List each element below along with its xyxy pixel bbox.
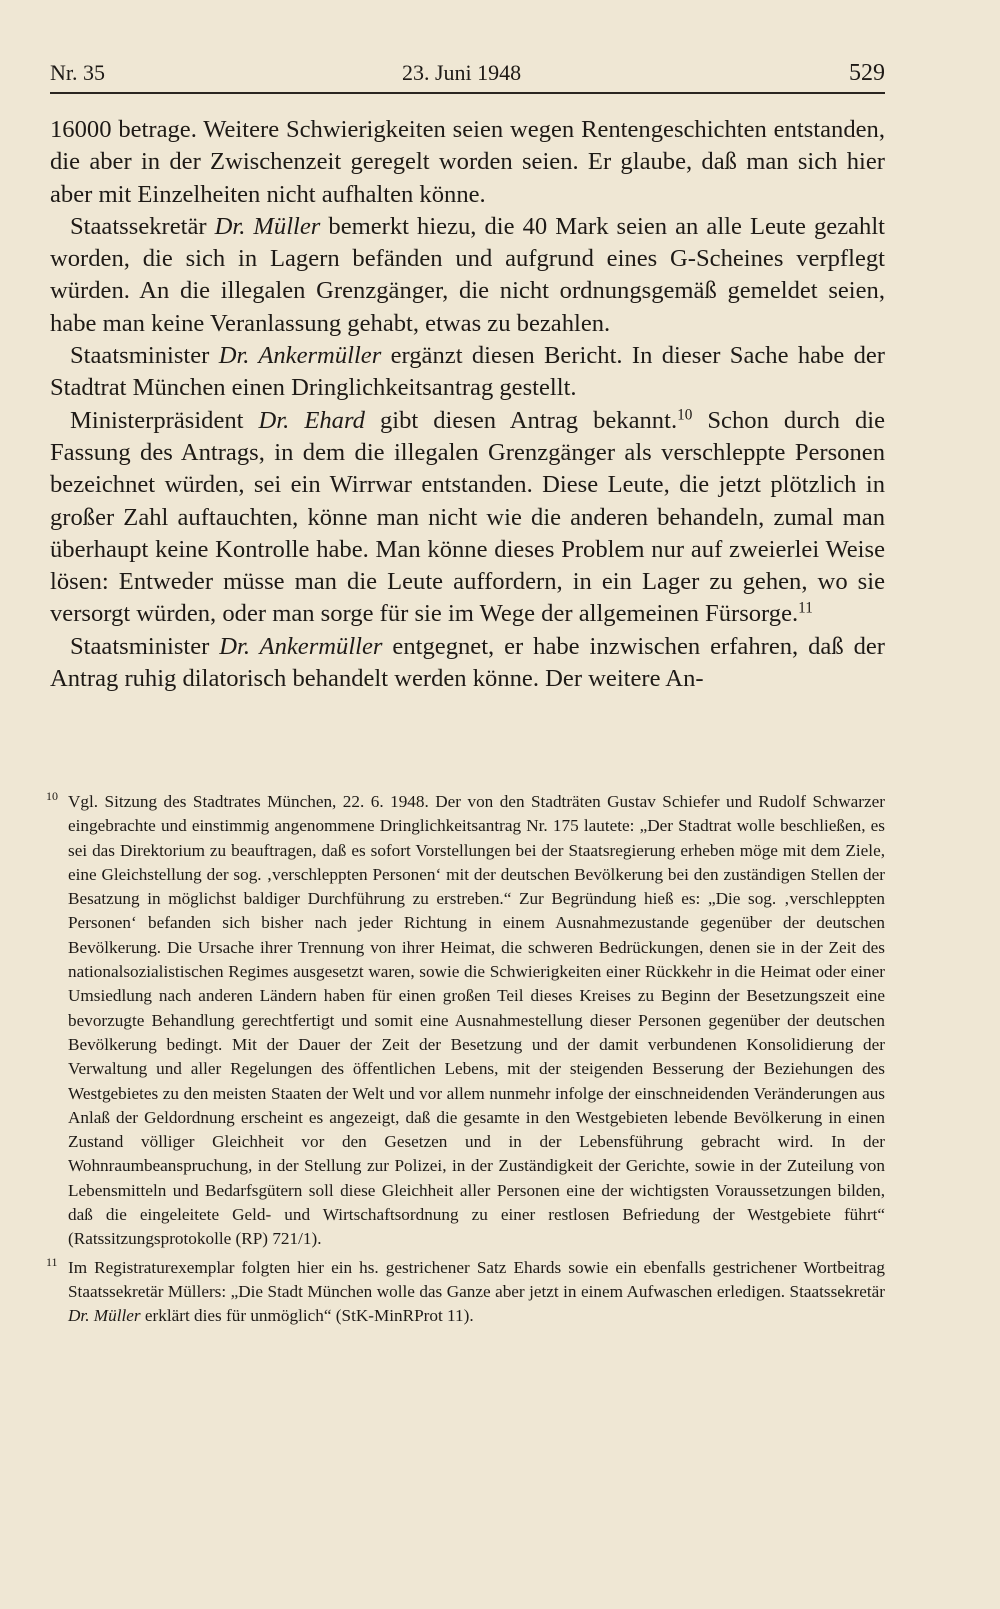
footnote-text: Vgl. Sitzung des Stadtrates München, 22. 6. 1948. Der von den Stadträten Gustav Schiefer und Rudolf Schwarzer eingebrachte und einstimmig angenommene Dringlichkeitsantrag Nr. 175 lautete: „Der Stadtrat wolle beschließen, es sei das Direktorium zu beauftragen, daß es sofort Vorstellungen bei der Staatsregierung erheben möge mit dem Ziele, eine Gleichstellung der sog. ‚verschleppten Personen‘ mit der deutschen Bevölkerung bei den zuständigen Stellen der Besatzung in möglichst baldiger Durchführung zu erstreben.“ Zur Begründung hieß es: „Die sog. ‚verschleppten Personen‘ befanden sich bisher nach jeder Richtung in einem Ausnahmezustande gegenüber der deutschen Bevölkerung. Die Ursache ihrer Trennung von ihrer Heimat, die schweren Bedrückungen, denen sie in der Zeit des nationalsozialistischen Regimes ausgesetzt waren, sowie die Schwierigkeiten einer Rückkehr in die Heimat oder einer Umsiedlung nach anderen Ländern haben für einen großen Teil dieses Kreises zu Beginn der Besetzungszeit eine bevorzugte Behandlung gerechtfertigt und somit eine Ausnahmestellung dieser Personen gegenüber der deutschen Bevölkerung bedingt. Mit der Dauer der Zeit der Besetzung und der damit verbundenen Konsolidierung der Verwaltung und aller Regelungen des öffentlichen Lebens, mit der steigenden Besserung der Beziehungen des Westgebietes zu den meisten Staaten der Welt und vor allem nunmehr infolge der einschneidenden Veränderungen aus Anlaß der Geldordnung erscheint es angezeigt, daß die gesamte in den Westgebieten lebende Bevölkerung in einen Zustand völliger Gleichheit vor den Gesetzen und in der Lebensführung gebracht wird. In der Wohnraumbeanspruchung, in der Stellung zur Polizei, in der Zuständigkeit der Gerichte, sowie in der Zuteilung von Lebensmitteln und Bedarfsgütern soll diese Gleichheit aller Personen eine der wichtigsten Voraussetzungen bilden, daß die eingeleitete Geld- und Wirtschaftsordnung zu einer restlosen Befriedung der Westgebiete führt“ (Ratssitzungsprotokolle (RP) 721/1). (68, 792, 885, 1249)
speaker-name: Dr. Ankermüller (218, 342, 382, 370)
footnote-ref: 10 (677, 406, 693, 424)
paragraph-1: 16000 betrage. Weitere Schwierigkeiten seien wegen Rentengeschichten entstanden, die aber in der Zwischenzeit geregelt worden seien. Er glaube, daß man sich hier aber mit Einzelheiten nicht aufhalten könne. (50, 116, 885, 208)
paragraph-5: Staatsminister Dr. Ankermüller entgegnet, er habe inzwischen erfahren, daß der Antrag ruhig dilatorisch behandelt werden könne. Der weitere An- (50, 632, 885, 693)
session-date: 23. Juni 1948 (402, 60, 522, 85)
page-header (50, 52, 885, 94)
footnote-number: 11 (46, 1254, 58, 1269)
paragraph-4: Ministerpräsident Dr. Ehard gibt diesen Antrag bekannt.$^{10}$ Schon durch die Fassung des Antrags, in dem die illegalen Grenzgänger als verschleppte Personen bezeichnet würden, sei ein Wirrwar entstanden. Diese Leute, die jetzt plötzlich in großer Zahl auftauchten, könne man nicht wie die anderen behandeln, zumal man überhaupt keine Kontrolle habe. Man könne dieses Problem nur auf zweierlei Weise lösen: Entweder müsse man die Leute auffordern, in ein Lager zu gehen, wo sie versorgt würden, oder man sorge für sie im Wege der allgemeinen Fürsorge.$^{11}$ (50, 406, 885, 628)
footnote-ref: 11 (798, 600, 813, 618)
paragraph-2: Staatssekretär Dr. Müller bemerkt hiezu, die 40 Mark seien an alle Leute gezahlt worden, die sich in Lagern befänden und aufgrund eines G-Scheines verpflegt würden. An die illegalen Grenzgänger, die nicht ordnungsgemäß gemeldet seien, habe man keine Veranlassung gehabt, etwas zu bezahlen. (50, 212, 885, 337)
footnotes (46, 790, 885, 1333)
issue-number: Nr. 35 (50, 60, 105, 85)
speaker-name: Dr. Müller (68, 1306, 141, 1326)
page-number: 529 (849, 60, 885, 86)
footnote-number: 10 (46, 789, 58, 803)
footnote-10 (46, 790, 885, 1252)
speaker-name: Dr. Müller (214, 212, 321, 240)
speaker-name: Dr. Ankermüller (219, 632, 383, 660)
main-text (50, 114, 885, 695)
footnote-11: 11 Im Registraturexemplar folgten hier ein hs. gestrichener Satz Ehards sowie ein ebenfalls gestrichener Wortbeitrag Staatssekretär Müllers: „Die Stadt München wolle das Ganze aber jetzt in einem Aufwaschen erledigen. Staatssekretär Dr. Müller erklärt dies für unmöglich“ (StK-MinRProt 11). (46, 1256, 885, 1329)
speaker-name: Dr. Ehard (258, 406, 365, 434)
paragraph-3: Staatsminister Dr. Ankermüller ergänzt diesen Bericht. In dieser Sache habe der Stadtrat München einen Dringlichkeitsantrag gestellt. (50, 342, 885, 402)
